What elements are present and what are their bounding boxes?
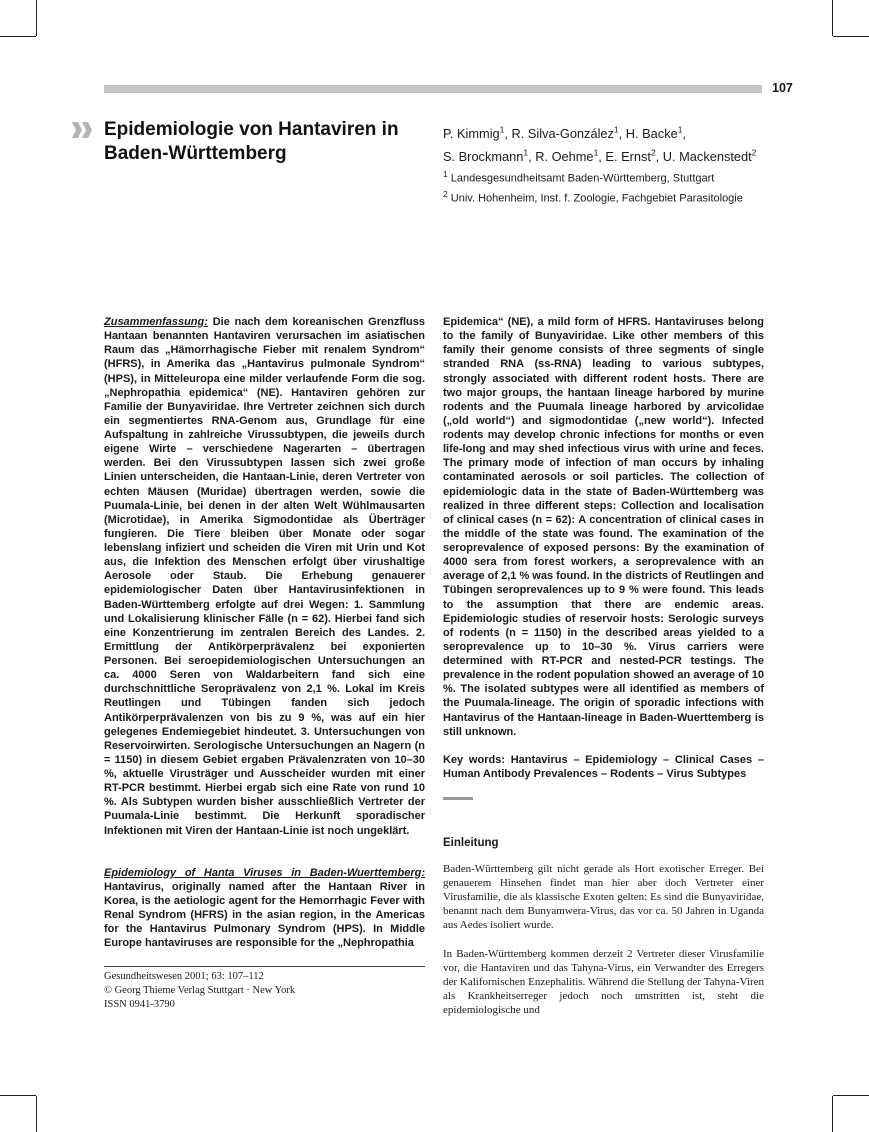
author: S. Brockmann$^1$, xyxy=(443,147,536,164)
keywords-text: Hantavirus – Epidemiology – Clinical Cases – Human Antibody Prevalences – Rodents – Virus Subtypes xyxy=(443,753,765,780)
body-paragraph: Baden-Württemberg gilt nicht gerade als Hort exotischer Erreger. Bei genauerem Hinsehen findet man hier aber doch Vertreter einer Virusfamilie, die als klassische Exoten gelten: Es sind die Bunyaviridae, benannt nach dem Bunyamwera-Virus, das vor ca. 50 Jahren in Uganda aus Aedes isoliert wurde. xyxy=(443,863,764,932)
crop-mark xyxy=(36,1096,37,1132)
journal-citation: Gesundheitswesen 2001; 63: 107–112 xyxy=(104,971,264,982)
paper-title: Epidemiologie von Hantaviren in Baden-Württemberg xyxy=(104,119,399,164)
right-column xyxy=(443,315,764,1031)
affiliation: $^1$ Landesgesundheitsamt Baden-Württemberg, Stuttgart xyxy=(443,168,715,185)
summary-en-text: Hantavirus, originally named after the Hantaan River in Korea, is the aetiologic agent for the Hemorrhagic Fever with Renal Syndrom (HFRS) in the asian region, in the Americas for the Hantavirus Pulmonary Syndrom (HPS). In Middle Europe hantaviruses are responsible for the „Nephropathia xyxy=(104,880,425,950)
author-line xyxy=(443,143,783,165)
author: P. Kimmig$^1$, xyxy=(443,125,512,142)
issn: ISSN 0941-3790 xyxy=(104,999,175,1010)
summary-de-text: Die nach dem koreanischen Grenzfluss Hantaan benannten Hantaviren verursachen im asiatischen Raum das „Hämorrhagische Fieber mit renalem Syndrom“ (HFRS), in Amerika das „Hantavirus pulmonale Syndrom“ (HPS), in Mitteleuropa eine milder verlaufende Form die sog. „Nephropathia epidemica“ (NE). Hantaviren gehören zur Familie der Bunyaviridae. Ihre Vertreter zeichnen sich durch ein segmentiertes RNA-Genom aus, Grundlage für eine Aufspaltung in zahlreiche Virussubtypen, die jeweils durch eigene Wirte – verschiedene Nagerarten – übertragen werden. Bei den Virussubtypen lassen sich zwei große Linien unterscheiden, die Hantaan-Linie, deren Vertreter von echten Mäusen (Muridae) übertragen werden, sowie die Puumala-Linie, bei denen in der alten Welt Wühlmausarten (Microtidae), in Amerika Sigmodontidae als Überträger fungieren. Die Tiere bleiben über Monate oder sogar lebenslang infiziert und scheiden die Viren mit Urin und Kot aus, die Infektion des Menschen erfolgt über virushaltige Aerosole oder Staub. Die Erhebung genauerer epidemiologischer Daten über Hantavirusinfektionen in Baden-Württemberg erfolgte auf drei Wegen: 1. Sammlung und Lokalisierung klinischer Fälle (n = 62). Hierbei fand sich eine Konzentrierung im zentralen Bereich des Landes. 2. Ermittlung der Antikörperprävalenz bei exponierten Personen. Bei seroepidemiologischen Untersuchungen an ca. 4000 Seren von Waldarbeitern fand sich eine durchschnittliche Seroprävalenz von 2,1 %. Lokal im Kreis Reutlingen und Tübingen fanden sich jedoch Antikörperprävalenzen von bis zu 9 %, was auf ein hier gelegenes Endemiegebiet hindeutet. 3. Untersuchungen von Reservoirwirten. Serologische Untersuchungen an Nagern (n = 1150) in diesem Gebiet ergaben Prävalenzraten von 10–30 %, aktuelle Virusträger und Ausscheider wurden mit einer RT-PCR bestimmt. Hierbei ergab sich eine Rate von rund 10 %. Als Subtypen wurden bisher ausschließlich Vertreter der Puumala-Linie bestimmt. Die Herkunft sporadischer Infektionen mit Viren der Hantaan-Linie ist noch ungeklärt. xyxy=(104,316,425,837)
summary-de xyxy=(104,315,425,838)
journal-info xyxy=(104,966,425,1012)
crop-mark xyxy=(0,36,36,37)
summary-en xyxy=(104,866,425,951)
author: E. Ernst$^2$, xyxy=(605,147,663,164)
author: R. Silva-González$^1$, xyxy=(511,125,626,142)
keywords xyxy=(443,753,764,781)
summary-en-continued: Epidemica“ (NE), a mild form of HFRS. Hantaviruses belong to the family of Bunyaviridae. Like other members of this family their genome consists of three segments of single stranded RNA (ss-RNA) leading to various subtypes, strongly associated with different rodent hosts. There are two major groups, the hantaan lineage harbored by murine rodents and the Puumala lineage harbored by arvicolidae („old world“) and sigmodontidae („new world“). Infected rodents may develop chronic infections for months or even life-long and may shed infectious virus with urine and feces. The primary mode of infection of man occurs by inhaling contaminated aerosols or soil particles. The collection of epidemiologic data in the state of Baden-Württemberg was realized in three different steps: Collection and localisation of clinical cases (n = 62): A concentration of clinical cases in the middle of the state was found. The examination of the seroprevalence of exposed persons: By the examination of 4000 sera from forest workers, a seroprevalence with an average of 2,1 % was found. In the districts of Reutlingen and Tübingen seroprevalences up to 9 % were found. This leads to the assumption that there are endemic areas. Epidemiologic studies of reservoir hosts: Serologic surveys of rodents (n = 1150) in the described areas yielded to a seroprevalence up to 10–30 %. Virus carriers were determined with RT-PCR and nested-PCR testings. The prevalence in the rodent population showed an average of 10 %. The isolated subtypes were all identified as members of the Puumala-lineage. The origin of sporadic infections with Hantavirus of the Hantaan-lineage in Baden-Wuerttemberg is still unknown. xyxy=(443,316,764,738)
author: H. Backe$^1$, xyxy=(625,125,687,142)
keywords-divider xyxy=(443,797,473,800)
summary-de-label: Zusammenfassung: xyxy=(104,316,208,328)
author-block xyxy=(443,121,783,207)
body-paragraph: In Baden-Württemberg kommen derzeit 2 Vertreter dieser Virusfamilie vor, die Hantaviren und das Tahyna-Virus, ein Verwandter des Erregers der Kalifornischen Enzephalitis. Während die Stellung der Tahyna-Viren als Krankheitserreger jedoch noch umstritten ist, steht die epidemiologische und xyxy=(443,947,764,1016)
crop-mark xyxy=(832,1096,833,1132)
crop-mark xyxy=(0,1095,36,1096)
crop-mark xyxy=(833,1095,869,1096)
publisher: © Georg Thieme Verlag Stuttgart · New York xyxy=(104,985,296,996)
affiliation: $^2$ Univ. Hohenheim, Inst. f. Zoologie, Fachgebiet Parasitologie xyxy=(443,189,743,205)
section-heading: Einleitung xyxy=(443,837,499,849)
header-bar xyxy=(104,85,762,93)
summary-en-label: Epidemiology of Hanta Viruses in Baden-Wuerttemberg: xyxy=(104,866,425,879)
author: R. Oehme$^1$, xyxy=(535,147,606,164)
author-line xyxy=(443,121,783,143)
crop-mark xyxy=(36,0,37,36)
keywords-label: Key words: xyxy=(443,753,505,766)
author: U. Mackenstedt$^2$ xyxy=(662,147,757,164)
left-column xyxy=(104,315,425,950)
crop-mark xyxy=(832,0,833,36)
double-chevron-icon xyxy=(70,121,96,139)
page-number: 107 xyxy=(772,81,793,95)
crop-mark xyxy=(833,36,869,37)
